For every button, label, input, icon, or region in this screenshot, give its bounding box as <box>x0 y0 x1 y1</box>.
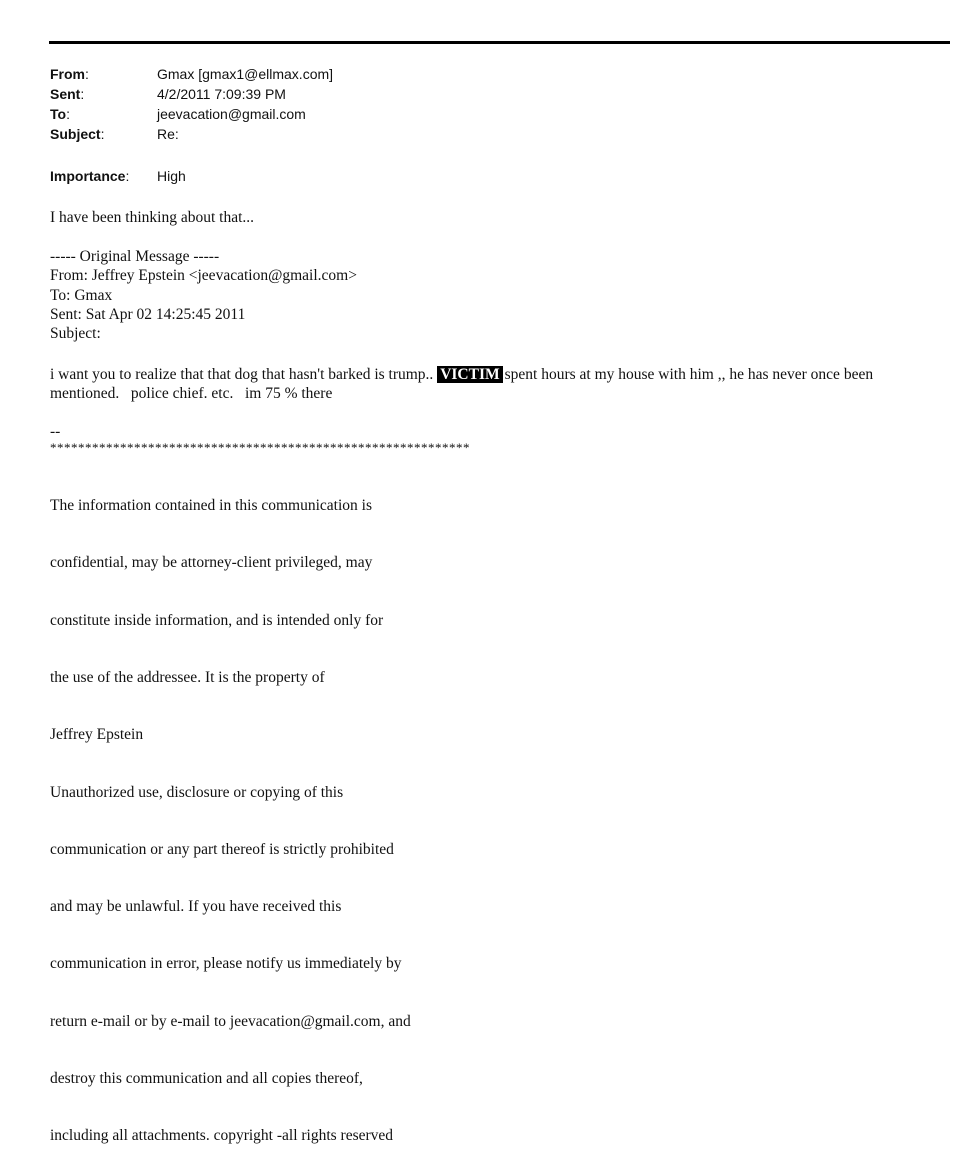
header-subject-row <box>50 124 179 144</box>
subject-value: Re: <box>157 126 179 142</box>
original-subject-line: Subject: <box>50 325 101 342</box>
disclaimer-line: including all attachments. copyright -all rights reserved <box>50 1127 394 1145</box>
sent-label: Sent: <box>50 86 85 102</box>
to-label: To: <box>50 106 70 122</box>
confidentiality-disclaimer <box>50 458 411 1164</box>
original-body-line-2: mentioned. police chief. etc. im 75 % there <box>50 385 333 402</box>
subject-label: Subject: <box>50 126 105 142</box>
disclaimer-line: destroy this communication and all copies thereof, <box>50 1070 363 1087</box>
importance-label: Importance: <box>50 168 130 184</box>
from-label: From: <box>50 66 89 82</box>
signature-stars: ************************************************************ <box>50 440 470 455</box>
disclaimer-line: Unauthorized use, disclosure or copying of this <box>50 783 344 801</box>
header-from-row <box>50 64 333 84</box>
signature-dashes: -- <box>50 423 61 440</box>
disclaimer-line: communication or any part thereof is strictly prohibited <box>50 840 394 858</box>
body-text-after-redaction: spent hours at my house with him ,, he has never once been <box>504 366 874 383</box>
original-to-line: To: Gmax <box>50 287 113 304</box>
header-rule <box>49 41 950 44</box>
to-value: jeevacation@gmail.com <box>157 106 306 122</box>
disclaimer-line: The information contained in this communication is <box>50 497 372 515</box>
header-to-row <box>50 104 306 124</box>
importance-value: High <box>157 168 186 184</box>
disclaimer-line: return e-mail or by e-mail to jeevacation@gmail.com, and <box>50 1012 411 1030</box>
sent-value: 4/2/2011 7:09:39 PM <box>157 86 286 102</box>
redaction-label: VICTIM <box>437 366 502 383</box>
header-importance-row <box>50 166 186 186</box>
original-body-line-1 <box>50 365 873 384</box>
header-sent-row <box>50 84 286 104</box>
from-value: Gmax [gmax1@ellmax.com] <box>157 66 334 82</box>
original-sent-line: Sent: Sat Apr 02 14:25:45 2011 <box>50 306 246 323</box>
original-message-separator: ----- Original Message ----- <box>50 248 220 265</box>
disclaimer-line: constitute inside information, and is intended only for <box>50 611 384 629</box>
disclaimer-line: confidential, may be attorney-client privileged, may <box>50 554 373 572</box>
original-from-line: From: Jeffrey Epstein <jeevacation@gmail.com> <box>50 267 357 284</box>
disclaimer-line: the use of the addressee. It is the property of <box>50 669 325 687</box>
disclaimer-line: communication in error, please notify us immediately by <box>50 955 402 973</box>
reply-body: I have been thinking about that... <box>50 209 255 226</box>
disclaimer-line: Jeffrey Epstein <box>50 726 144 744</box>
disclaimer-line: and may be unlawful. If you have received this <box>50 898 342 916</box>
body-text-before-redaction: i want you to realize that that dog that hasn't barked is trump.. <box>50 366 438 383</box>
